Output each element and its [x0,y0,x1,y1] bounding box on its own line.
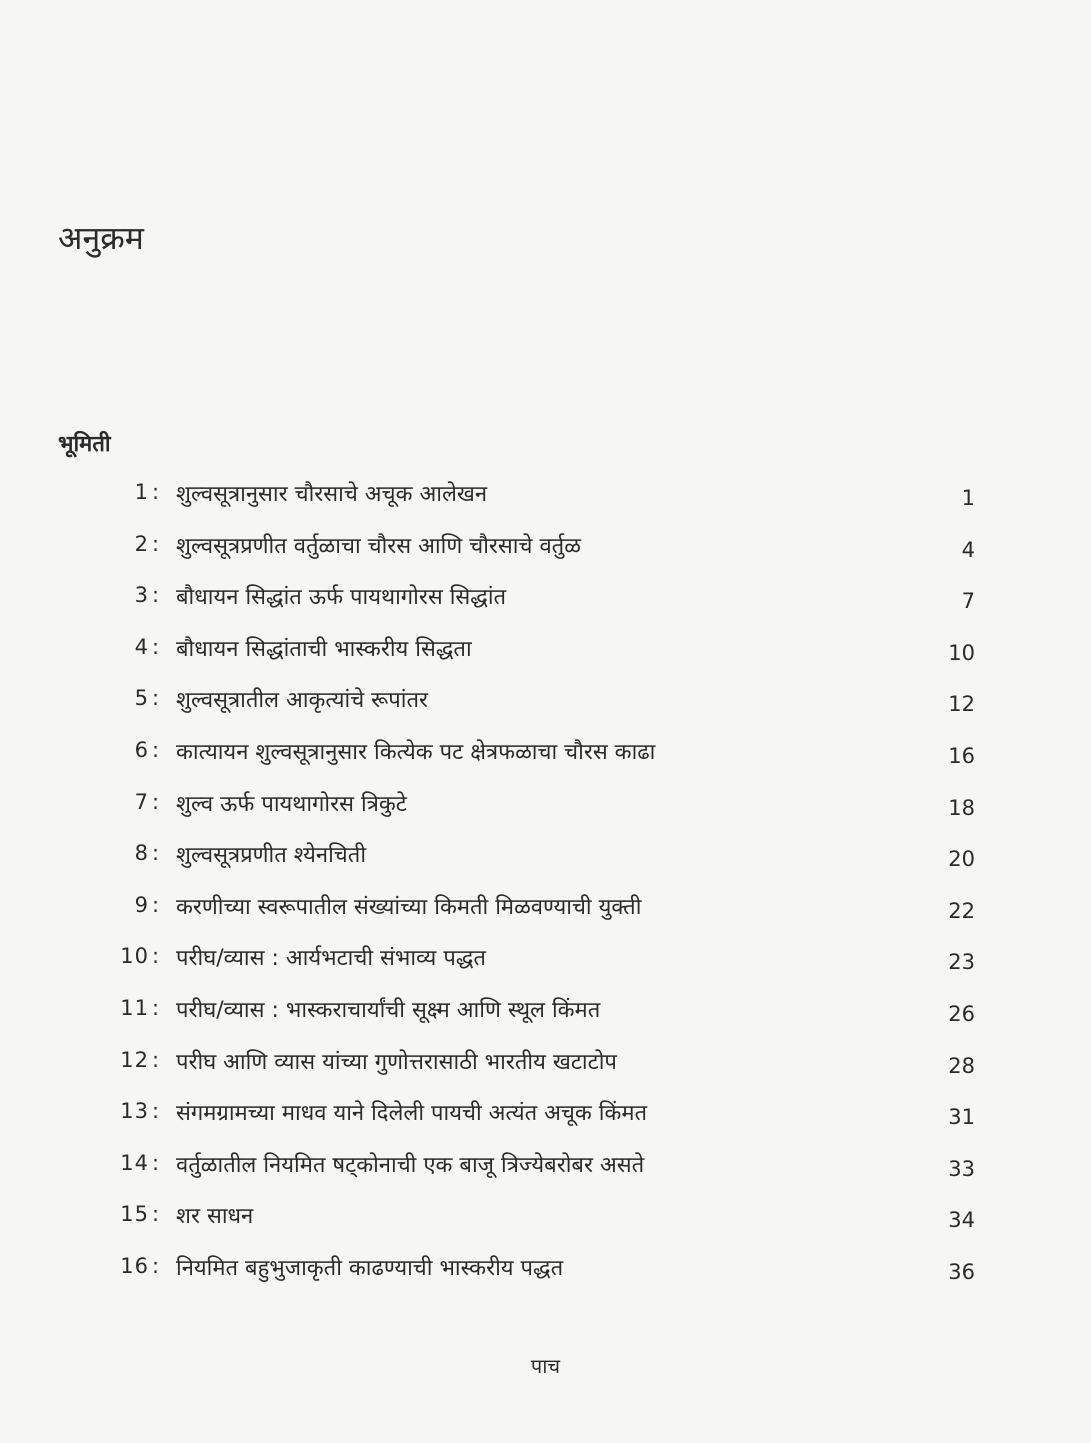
toc-entry[interactable] [0,829,1091,881]
toc-entry-page: 28 [948,1053,975,1078]
toc-entry-page: 34 [948,1208,975,1233]
toc-entry[interactable] [0,881,1091,933]
toc-entry-title: शुल्वसूत्रानुसार चौरसाचे अचूक आलेखन [176,482,488,507]
toc-entry-number: 7 [134,789,149,814]
toc-entry-number: 12 [120,1047,149,1072]
toc-entry-separator: : [152,1099,160,1124]
toc-entry-separator: : [152,892,160,917]
toc-entry-separator: : [152,944,160,969]
toc-entry-page: 33 [948,1156,975,1181]
toc-entry-page: 10 [948,640,975,665]
toc-entry[interactable] [0,778,1091,830]
toc-entry[interactable] [0,1190,1091,1242]
toc-entry[interactable] [0,932,1091,984]
toc-entry[interactable] [0,726,1091,778]
toc-entry-title: शर साधन [176,1204,254,1230]
toc-entry-number: 2 [134,531,149,556]
page-title: अनुक्रम [58,219,144,257]
toc-entry-title: वर्तुळातील नियमित षट्कोनाची एक बाजू त्रिज्येबरोबर असते [176,1152,645,1178]
page-number-footer: पाच [530,1354,561,1378]
toc-entry-title: कात्यायन शुल्वसूत्रानुसार कित्येक पट क्षेत्रफळाचा चौरस काढा [176,739,656,765]
toc-entry-separator: : [152,1202,160,1227]
toc-entry-number: 16 [120,1253,149,1278]
toc-entry-title: शुल्वसूत्रप्रणीत वर्तुळाचा चौरस आणि चौरसाचे वर्तुळ [176,533,581,559]
toc-entry-separator: : [152,634,160,659]
toc-entry-title: बौधायन सिद्धांताची भास्करीय सिद्धता [176,636,472,662]
toc-entry-title: शुल्वसूत्रातील आकृत्यांचे रूपांतर [176,688,428,714]
toc-entry-number: 10 [120,944,149,969]
toc-entry-title: शुल्व ऊर्फ पायथागोरस त्रिकुटे [176,791,407,817]
toc-entry-separator: : [152,531,160,556]
toc-entry-page: 4 [961,537,975,562]
toc-entry-page: 23 [948,950,975,975]
toc-entry-page: 18 [948,795,975,820]
toc-entry-title: बौधायन सिद्धांत ऊर्फ पायथागोरस सिद्धांत [176,585,507,611]
toc-entry-page: 22 [948,898,975,923]
toc-entry[interactable] [0,1036,1091,1088]
toc-entry-title: परीघ/व्यास : आर्यभटाची संभाव्य पद्धत [176,946,486,972]
toc-entry-number: 5 [134,686,149,711]
toc-entry-separator: : [152,480,160,504]
toc-entry-page: 26 [948,1001,975,1026]
toc-entry[interactable] [0,468,1091,520]
toc-entry[interactable] [0,1242,1091,1294]
toc-entry-separator: : [152,737,160,762]
toc-entry-title: परीघ आणि व्यास यांच्या गुणोत्तरासाठी भारतीय खटाटोप [176,1049,617,1075]
section-heading: भूमिती [58,432,111,457]
toc-entry-number: 13 [120,1099,149,1124]
toc-entry[interactable] [0,1087,1091,1139]
toc-entry-separator: : [152,686,160,711]
table-of-contents [0,468,1091,1294]
toc-entry-number: 3 [134,583,149,608]
toc-entry-separator: : [152,1253,160,1278]
toc-entry[interactable] [0,571,1091,623]
toc-entry-number: 14 [120,1150,149,1175]
toc-entry-number: 4 [134,634,149,659]
toc-entry-title: संगमग्रामच्या माधव याने दिलेली पायची अत्यंत अचूक किंमत [176,1101,648,1127]
toc-entry-separator: : [152,1150,160,1175]
toc-entry-page: 31 [948,1105,975,1130]
toc-entry-number: 8 [134,841,149,866]
toc-entry-number: 15 [120,1202,149,1227]
toc-entry-title: नियमित बहुभुजाकृती काढण्याची भास्करीय पद्धत [176,1255,564,1281]
toc-entry-title: परीघ/व्यास : भास्कराचार्यांची सूक्ष्म आणि स्थूल किंमत [176,997,601,1023]
toc-entry[interactable] [0,984,1091,1036]
toc-entry[interactable] [0,623,1091,675]
toc-entry-page: 36 [948,1259,975,1284]
toc-entry-title: करणीच्या स्वरूपातील संख्यांच्या किमती मिळवण्याची युक्ती [176,894,642,920]
toc-entry[interactable] [0,674,1091,726]
toc-entry-title: शुल्वसूत्रप्रणीत श्येनचिती [176,843,367,869]
toc-entry-page: 20 [948,847,975,872]
toc-entry-separator: : [152,841,160,866]
toc-entry-separator: : [152,1047,160,1072]
toc-entry-number: 1 [134,480,149,504]
toc-entry-page: 1 [961,486,975,510]
toc-entry-page: 12 [948,692,975,717]
toc-entry-page: 7 [961,589,975,614]
toc-entry-separator: : [152,789,160,814]
toc-entry-separator: : [152,583,160,608]
toc-entry[interactable] [0,1139,1091,1191]
toc-entry-page: 16 [948,743,975,768]
toc-entry-separator: : [152,995,160,1020]
toc-entry-number: 9 [134,892,149,917]
toc-entry[interactable] [0,520,1091,572]
toc-entry-number: 11 [120,995,149,1020]
toc-entry-number: 6 [134,737,149,762]
